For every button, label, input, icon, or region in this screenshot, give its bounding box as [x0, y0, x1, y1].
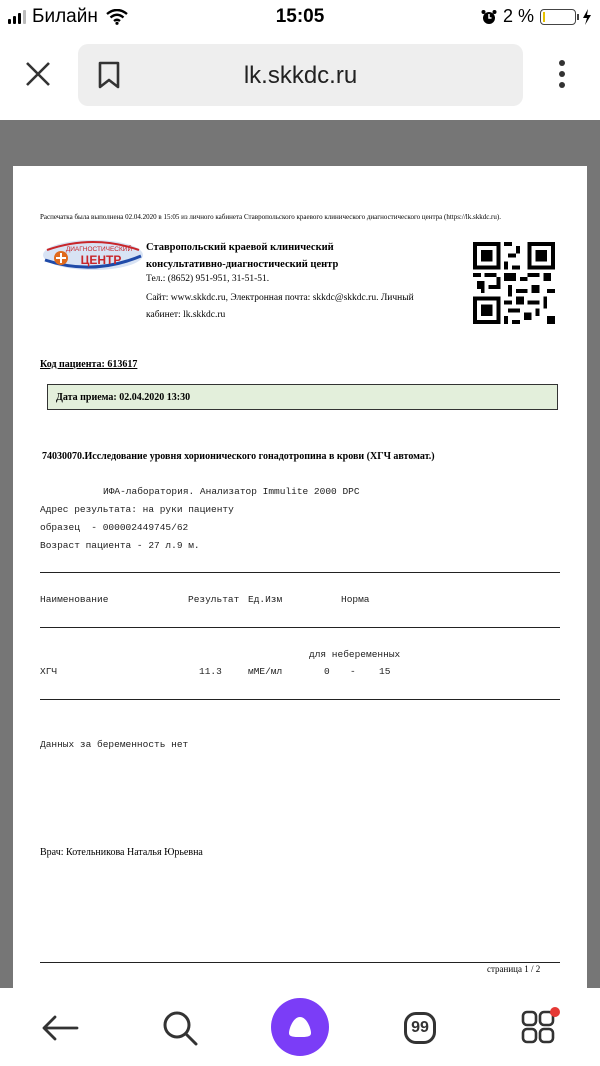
- col-header-name: Наименование: [40, 594, 109, 605]
- close-icon: [25, 61, 51, 87]
- pregnancy-note: Данных за беременность нет: [40, 739, 189, 750]
- document-page: [13, 166, 587, 988]
- tabs-icon: 99: [404, 1012, 436, 1044]
- close-tab-button[interactable]: [18, 54, 58, 94]
- cell-result: 11.3: [199, 666, 222, 677]
- lab-line: ИФА-лаборатория. Анализатор Immulite 2000 DPC: [103, 486, 360, 497]
- services-grid-icon: [520, 1006, 560, 1046]
- search-icon: [162, 1010, 198, 1046]
- svg-text:ДИАГНОСТИЧЕСКИЙ: ДИАГНОСТИЧЕСКИЙ: [65, 246, 133, 253]
- cell-norm-dash: -: [350, 666, 356, 677]
- alice-assistant-button[interactable]: [271, 998, 329, 1056]
- org-contacts: Сайт: www.skkdc.ru, Электронная почта: skkdc@skkdc.ru. Личный кабинет: lk.skkdc.ru: [146, 293, 414, 320]
- charging-bolt-icon: [582, 9, 592, 25]
- bottom-nav: [0, 988, 600, 1066]
- url-text: lk.skkdc.ru: [243, 62, 358, 89]
- visit-date: Дата приема: 02.04.2020 13:30: [56, 392, 191, 403]
- cell-norm-low: 0: [324, 666, 330, 677]
- status-bar: [0, 0, 600, 34]
- patient-age: Возраст пациента - 27 л.9 м.: [40, 540, 200, 551]
- alarm-icon: [481, 9, 497, 25]
- doctor-name: Врач: Котельникова Наталья Юрьевна: [40, 847, 203, 858]
- printed-note: Распечатка была выполнена 02.04.2020 в 15:05 из личного кабинета Ставропольского краевого клинического диагностического центра (https://lk.skkdc.ru).: [40, 213, 501, 221]
- clinic-logo: [41, 236, 145, 274]
- back-button[interactable]: [38, 1006, 82, 1050]
- cell-name: ХГЧ: [40, 666, 58, 677]
- battery-percent: 2 %: [502, 6, 534, 26]
- more-vertical-icon: [558, 59, 566, 89]
- browser-menu-button[interactable]: [548, 54, 576, 94]
- cell-norm-high: 15: [379, 666, 391, 677]
- battery-icon: [540, 9, 576, 25]
- divider: [40, 627, 560, 628]
- notification-dot: [550, 1007, 560, 1017]
- col-header-norm: Норма: [341, 594, 370, 605]
- visit-date-box: [47, 384, 558, 410]
- result-address: Адрес результата: на руки пациенту: [40, 504, 234, 515]
- carrier-name: Билайн: [32, 6, 98, 27]
- sample-id: образец - 000002449745/62: [40, 522, 189, 533]
- svg-text:ЦЕНТР: ЦЕНТР: [80, 253, 122, 267]
- alice-assistant-icon: [287, 1015, 313, 1039]
- address-bar[interactable]: [78, 44, 523, 106]
- services-button[interactable]: [518, 1004, 562, 1048]
- footer-divider: [40, 962, 560, 963]
- norm-note: для небеременных: [309, 649, 401, 660]
- status-right: [481, 6, 592, 27]
- back-arrow-icon: [41, 1015, 79, 1041]
- study-title: 74030070.Исследование уровня хорионического гонадотропина в крови (ХГЧ автомат.): [42, 451, 435, 462]
- col-header-unit: Ед.Изм: [248, 594, 283, 605]
- browser-bar: [0, 34, 600, 120]
- org-phone: Тел.: (8652) 951-951, 31-51-51.: [146, 274, 270, 284]
- tabs-button[interactable]: [398, 1008, 442, 1048]
- divider: [40, 572, 560, 573]
- org-name: Ставропольский краевой клинический консультативно-диагностический центр: [146, 242, 339, 270]
- patient-code: Код пациента: 613617: [40, 359, 138, 370]
- divider: [40, 699, 560, 700]
- battery-level: [543, 12, 545, 22]
- document-viewer[interactable]: [0, 120, 600, 988]
- page-number: страница 1 / 2: [487, 964, 541, 974]
- cell-unit: мМЕ/мл: [248, 666, 283, 677]
- search-button[interactable]: [158, 1006, 202, 1050]
- status-time: 15:05: [275, 6, 325, 27]
- qr-code: [473, 242, 555, 324]
- col-header-result: Результат: [188, 594, 240, 605]
